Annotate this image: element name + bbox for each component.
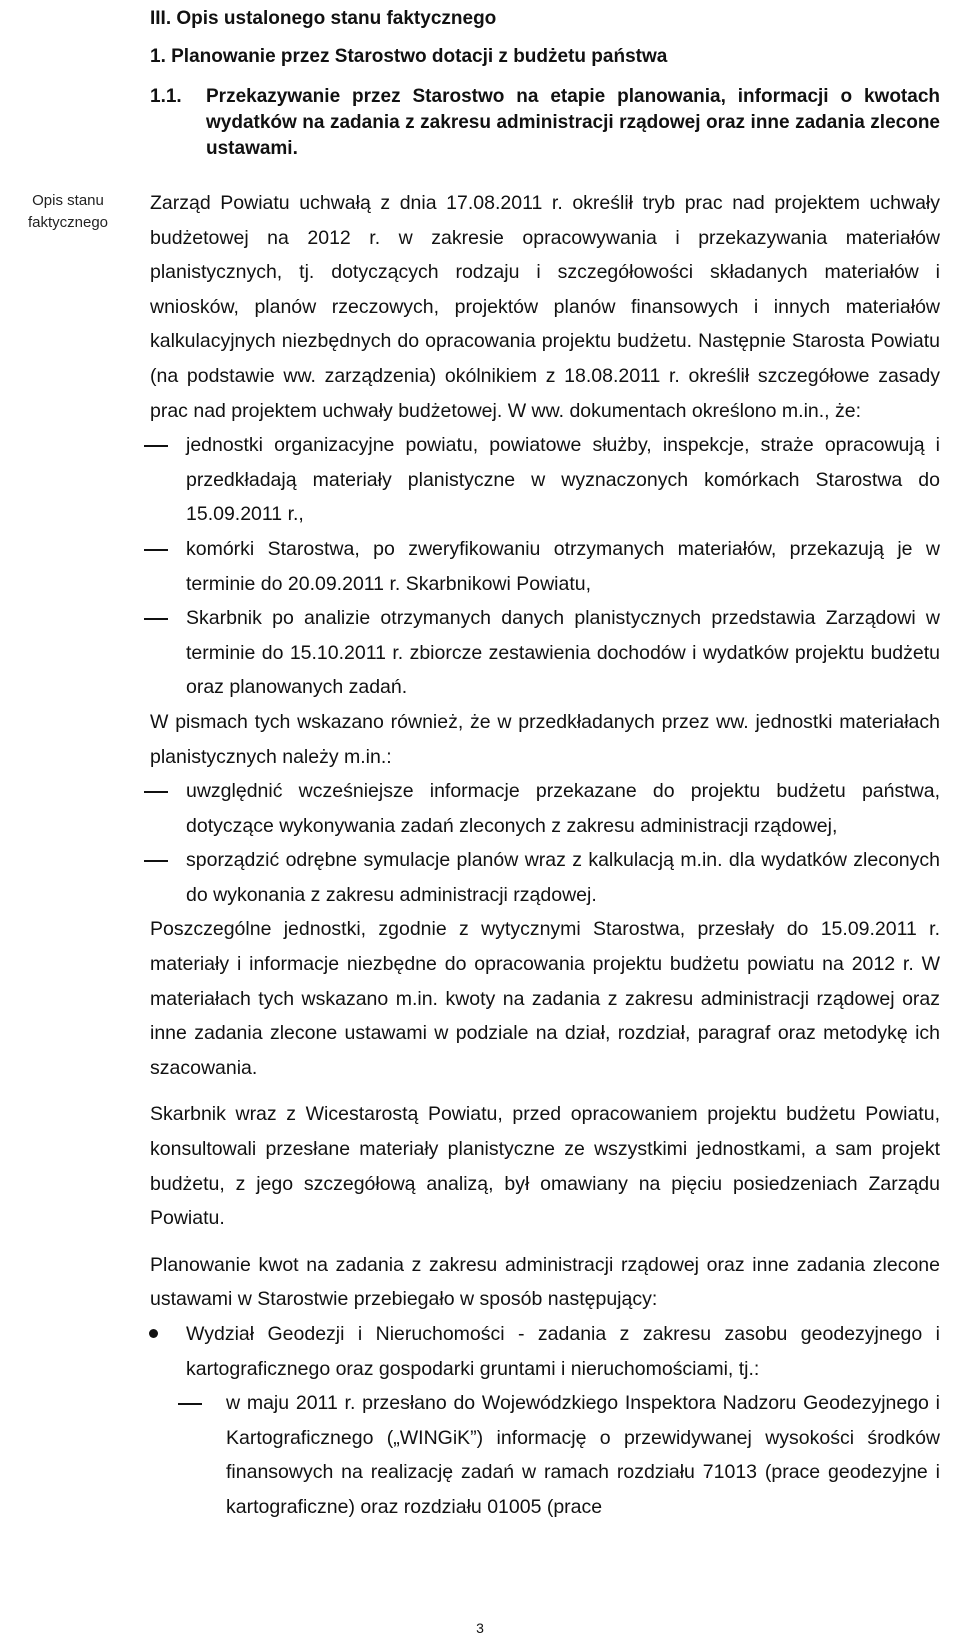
bullet-list <box>150 1317 940 1386</box>
list-item: sporządzić odrębne symulacje planów wraz z kalkulacją m.in. dla wydatków zleconych do wykonania z zakresu administracji rządowej. <box>150 843 940 912</box>
list-item: jednostki organizacyjne powiatu, powiatowe służby, inspekcje, straże opracowują i przedkładają materiały planistyczne w wyznaczonych komórkach Starostwa do 15.09.2011 r., <box>150 428 940 532</box>
paragraph-1: Zarząd Powiatu uchwałą z dnia 17.08.2011 r. określił tryb prac nad projektem uchwały budżetowej na 2012 r. w zakresie opracowywania i przekazywania materiałów planistycznych, tj. dotyczących rodzaju i szczegółowości składanych materiałów i wniosków, planów rzeczowych, projektów planów finansowych i innych materiałów kalkulacyjnych niezbędnych do opracowania projektu budżetu. Następnie Starosta Powiatu (na podstawie ww. zarządzenia) okólnikiem z 18.08.2011 r. określił szczegółowe zasady prac nad projektem uchwały budżetowej. W ww. dokumentach określono m.in., że: <box>150 192 940 422</box>
paragraph-5: Planowanie kwot na zadania z zakresu administracji rządowej oraz inne zadania zlecone ustawami w Starostwie przebiegało w sposób następujący: <box>150 1253 940 1311</box>
bullet-item-text: Wydział Geodezji i Nieruchomości - zadania z zakresu zasobu geodezyjnego i kartograficznego oraz gospodarki gruntami i nieruchomościami, tj.: <box>186 1323 940 1380</box>
list-item: Skarbnik po analizie otrzymanych danych planistycznych przedstawia Zarządowi w terminie do 15.10.2011 r. zbiorcze zestawienia dochodów i wydatków projektu budżetu oraz planowanych zadań. <box>150 601 940 705</box>
margin-note: Opis stanu faktycznego <box>27 192 109 231</box>
subsubsection-heading <box>150 84 940 162</box>
paragraph-3: Poszczególne jednostki, zgodnie z wytycznymi Starostwa, przesłały do 15.09.2011 r. materiały i informacje niezbędne do opracowania projektu budżetu powiatu na 2012 r. W materiałach tych wskazano m.in. kwoty na zadania z zakresu administracji rządowej oraz inne zadania zlecone ustawami w podziale na dział, rozdział, paragraf oraz metodykę ich szacowania. <box>150 918 940 1079</box>
subsection-heading: 1. Planowanie przez Starostwo dotacji z budżetu państwa <box>150 46 668 67</box>
subsubsection-number: 1.1. <box>150 86 182 107</box>
subsubsection-title: Przekazywanie przez Starostwo na etapie planowania, informacji o kwotach wydatków na zadania z zakresu administracji rządowej oraz inne zadania zlecone ustawami. <box>206 86 940 159</box>
dash-list-2 <box>150 774 940 912</box>
section-heading: III. Opis ustalonego stanu faktycznego <box>150 8 497 29</box>
dash-sublist <box>150 1386 940 1524</box>
dash-list-1 <box>150 428 940 705</box>
page-number: 3 <box>476 1620 484 1636</box>
list-item: uwzględnić wcześniejsze informacje przekazane do projektu budżetu państwa, dotyczące wykonywania zadań zleconych z zakresu administracji rządowej, <box>150 774 940 843</box>
bullet-dot-icon <box>149 1329 158 1338</box>
list-item: komórki Starostwa, po zweryfikowaniu otrzymanych materiałów, przekazują je w terminie do 20.09.2011 r. Skarbnikowi Powiatu, <box>150 532 940 601</box>
list-item: w maju 2011 r. przesłano do Wojewódzkiego Inspektora Nadzoru Geodezyjnego i Kartograficznego („WINGiK”) informację o przewidywanej wysokości środków finansowych na realizację zadań w ramach rozdziału 71013 (prace geodezyjne i kartograficzne) oraz rozdziału 01005 (prace <box>150 1386 940 1524</box>
document-body <box>150 186 940 1525</box>
bullet-item <box>150 1317 940 1386</box>
paragraph-2: W pismach tych wskazano również, że w przedkładanych przez ww. jednostki materiałach planistycznych należy m.in.: <box>150 710 940 768</box>
paragraph-4: Skarbnik wraz z Wicestarostą Powiatu, przed opracowaniem projektu budżetu Powiatu, konsultowali przesłane materiały planistyczne ze wszystkimi jednostkami, a sam projekt budżetu, z jego szczegółową analizą, był omawiany na pięciu posiedzeniach Zarządu Powiatu. <box>150 1103 940 1230</box>
